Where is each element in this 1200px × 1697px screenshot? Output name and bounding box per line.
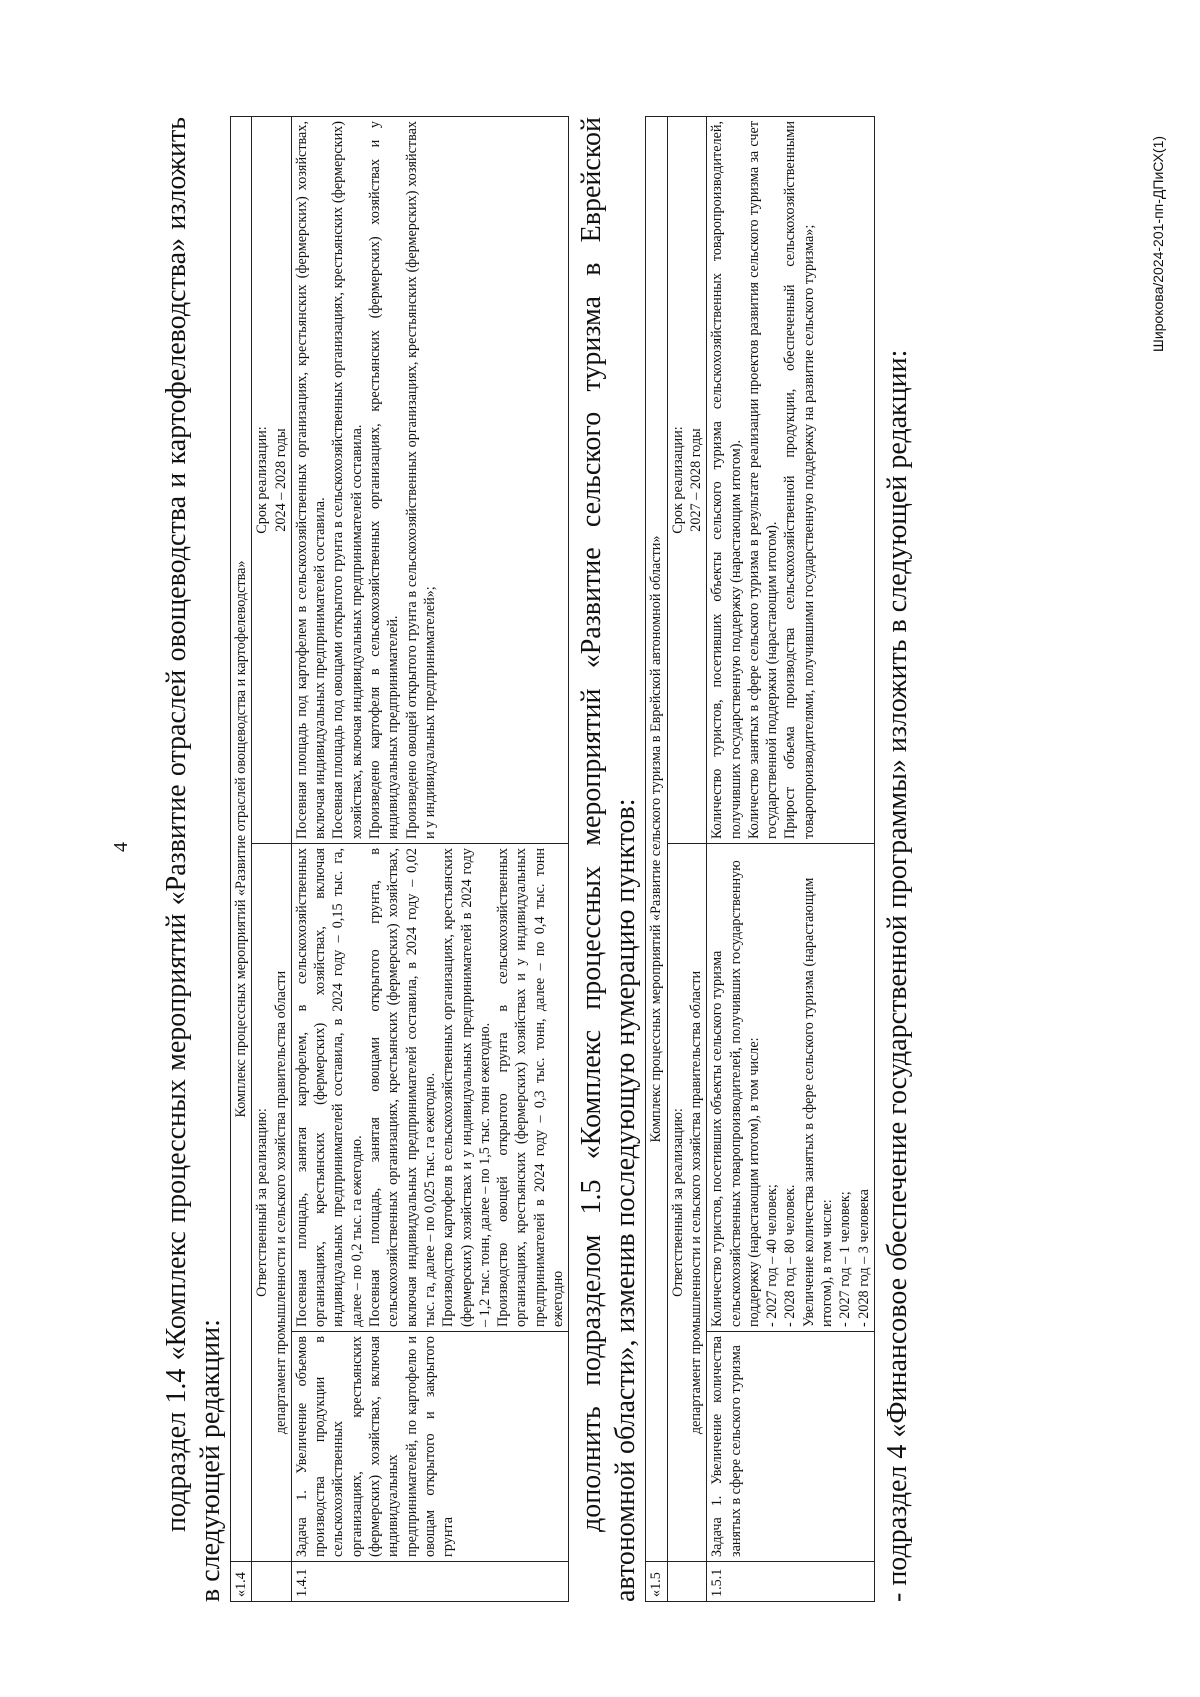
list-item: Произведено овощей открытого грунта в сельскохозяйственных организациях, крестьянских (фермерских) хозяйствах и у индивидуальных предпринимателей»; [403, 121, 438, 839]
table-cell-row-num: 1.5.1 [707, 1562, 875, 1602]
results-list [836, 848, 873, 1327]
table-cell-term: Срок реализации: 2024 – 2028 годы [252, 117, 292, 844]
list-item: Посевная площадь под овощами открытого грунта в сельскохозяйственных организациях, крестьянских (фермерских) хозяйствах, включая индивидуальных предпринимателей составила. [330, 121, 365, 839]
table-cell-row-num: 1.4.1 [291, 1562, 568, 1602]
page-number: 4 [110, 842, 132, 852]
table-cell-results [707, 844, 875, 1332]
paragraph-subsection-1-4: подраздел 1.4 «Комплекс процессных мероприятий «Развитие отраслей овощеводства и картофелеводства» изложить в следующей редакции: [161, 117, 226, 1602]
table-cell-empty [252, 1562, 292, 1602]
table-row [252, 117, 292, 1602]
list-item: - 2028 год – 80 человек. [782, 1184, 799, 1327]
table-row [667, 116, 707, 1601]
table-cell-responsible: Ответственный за реализацию: департамент промышленности и сельского хозяйства правительства области [667, 844, 707, 1562]
paragraph-subsection-1-5: дополнить подразделом 1.5 «Комплекс процессных мероприятий «Развитие сельского туризма в Еврейской автономной области», изменив последующую нумерацию пунктов: [576, 117, 642, 1602]
table-cell-results [291, 844, 568, 1332]
list-item: Производство картофеля в сельскохозяйственных организациях, крестьянских (фермерских) хозяйствах и у индивидуальных предпринимателей в 2024 году – 1,2 тыс. тонн, далее – по 1,5 тыс. тонн ежегодно. [440, 848, 493, 1327]
table-cell-indicators [291, 117, 568, 844]
list-item: Производство овощей открытого грунта в сельскохозяйственных организациях, крестьянских (фермерских) хозяйствах и у индивидуальных предпринимателей в 2024 году – 0,3 тыс. тонн, далее – по 0,4 тыс. тонн ежегодно [495, 848, 567, 1327]
table-subsection-1-5 [645, 116, 875, 1602]
list-item: Посевная площадь, занятая овощами открытого грунта, в сельскохозяйственных организациях, крестьянских (фермерских) хозяйствах, включая индивидуальных предпринимателей составила, в 2024 году – 0,02 тыс. га, далее – по 0,025 тыс. га ежегодно. [367, 848, 438, 1327]
table-cell-title: Комплекс процессных мероприятий «Развитие сельского туризма в Еврейской автономной области» [646, 116, 667, 1561]
table-cell-title: Комплекс процессных мероприятий «Развитие отраслей овощеводства и картофелеводства» [231, 117, 252, 1562]
table-cell-task: Задача 1. Увеличение количества занятых в сфере сельского туризма [707, 1332, 875, 1562]
list-item: Произведено картофеля в сельскохозяйственных организациях, крестьянских (фермерских) хозяйствах и у индивидуальных предпринимателей. [367, 121, 402, 839]
table-cell-num: «1.4 [231, 1562, 252, 1602]
list-item: - 2028 год – 3 человека [855, 1189, 872, 1327]
list-item: Количество туристов, посетивших объекты сельского туризма сельскохозяйственных товаропроизводителей, получивших государственную поддержку (нарастающим итогом). [709, 120, 744, 839]
table-row [231, 117, 252, 1602]
table-row [291, 117, 568, 1602]
table-cell-term: Срок реализации: 2027 – 2028 годы [667, 116, 707, 843]
list-item: Посевная площадь, занятая картофелем, в сельскохозяйственных организациях, крестьянских (фермерских) хозяйствах, включая индивидуальных предпринимателей составила, в 2024 году – 0,15 тыс. га, далее – по 0,2 тыс. га ежегодно. [293, 848, 365, 1327]
table-cell-responsible: Ответственный за реализацию: департамент промышленности и сельского хозяйства правительства области [252, 844, 292, 1562]
results-list [763, 848, 800, 1327]
results-intro: Количество туристов, посетивших объекты сельского туризма сельскохозяйственных товаропроизводителей, получивших государственную поддержку (нарастающим итогом), в том числе: [709, 860, 762, 1327]
list-item: - 2027 год – 40 человек; [764, 1184, 781, 1327]
table-subsection-1-4 [230, 116, 569, 1602]
paragraph-subsection-4: - подраздел 4 «Финансовое обеспечение государственной программы» изложить в следующей редакции: [881, 349, 913, 1602]
table-cell-indicators [707, 116, 875, 843]
table-cell-empty [667, 1562, 707, 1602]
list-item: Посевная площадь под картофелем в сельскохозяйственных организациях, крестьянских (фермерских) хозяйствах, включая индивидуальных предпринимателей составила. [293, 121, 329, 839]
list-item: - 2027 год – 1 человек; [837, 1191, 854, 1327]
list-item: Прирост объема производства сельскохозяйственной продукции, обеспеченный сельскохозяйственными товаропроизводителями, получившими государственную поддержку на развитие сельского туризма»; [782, 120, 817, 839]
table-cell-task: Задача 1. Увеличение объемов производства продукции в сельскохозяйственных организациях, крестьянских (фермерских) хозяйствах, включая индивидуальных предпринимателей, по картофелю и овощам открытого и закрытого грунта [291, 1332, 568, 1562]
table-cell-num: «1.5 [646, 1562, 667, 1602]
table-row [646, 116, 667, 1601]
table-row [707, 116, 875, 1601]
results-intro: Увеличение количества занятых в сфере сельского туризма (нарастающим итогом), в том числе: [800, 877, 836, 1327]
document-code: Широкова/2024-201-пп-ДПиСХ(1) [1150, 135, 1166, 352]
document-body [160, 117, 915, 1602]
list-item: Количество занятых в сфере сельского туризма в результате реализации проектов развития сельского туризма за счет государственной поддержки (нарастающим итогом). [745, 120, 781, 839]
